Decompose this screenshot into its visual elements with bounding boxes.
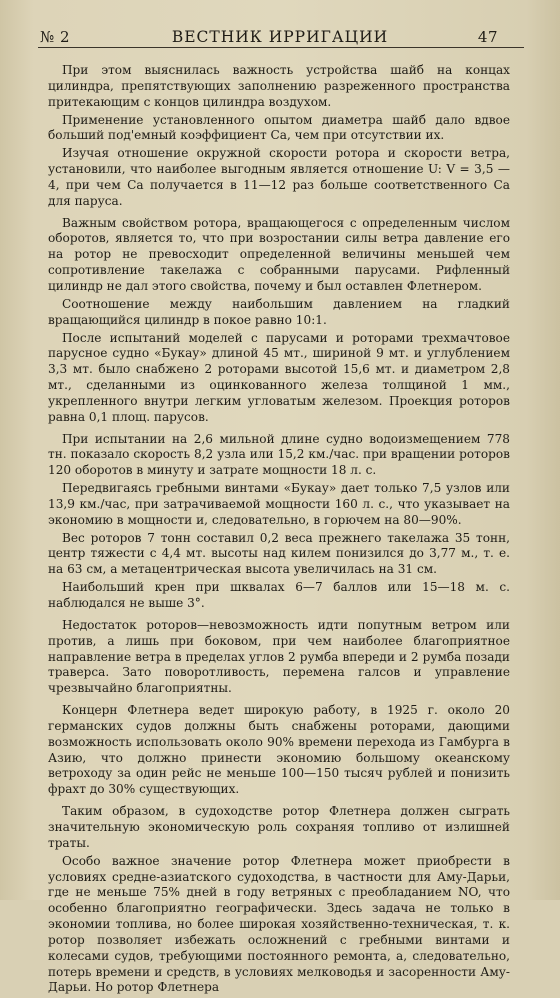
paragraph: Изучая отношение окружной скорости ротора и скорости ветра, установили, что наиболее выгодным является отношение U: V = 3,5 — 4, при чем Ca получается в 11—12 раз больше соответственного Ca для паруса. xyxy=(48,146,510,208)
paragraph: Вес роторов 7 тонн составил 0,2 веса прежнего такелажа 35 тонн, центр тяжести с 4,4 мт. высоты над килем понизился до 3,77 м., т. е. на 63 см, а метацентрическая высота увеличилась на 31 см. xyxy=(48,530,510,577)
body-text xyxy=(48,63,510,998)
paragraph: Концерн Флетнера ведет широкую работу, в 1925 г. около 20 германских судов должны быть снабжены роторами, дающими возможность использовать около 90% времени перехода из Гамбурга в Азию, что должно принести экономию большому океанскому ветроходу за один рейс не меньше 100—150 тысяч рублей и понизить фрахт до 30% существующих. xyxy=(48,703,510,797)
page-header xyxy=(0,22,560,48)
paragraph: При испытании на 2,6 мильной длине судно водоизмещением 778 тн. показало скорость 8,2 узла или 15,2 км./час. при вращении роторов 120 оборотов в минуту и затрате мощности 18 л. с. xyxy=(48,431,510,478)
paragraph: Таким образом, в судоходстве ротор Флетнера должен сыграть значительную экономическую роль сохраняя топливо от излишней траты. xyxy=(48,804,510,850)
paragraph: Передвигаясь гребными винтами «Букау» дает только 7,5 узлов или 13,9 км./час, при затрачиваемой мощности 160 л. с., что указывает на экономию в мощности и, следовательно, в горючем на 80—90%. xyxy=(48,481,510,527)
paragraph: После испытаний моделей с парусами и роторами трехмачтовое парусное судно «Букау» длиной 45 мт., шириной 9 мт. и углублением 3,3 мт. было снабжено 2 роторами высотой 15,6 мт. и диаметром 2,8 мт., сделанными из оцинкованного железа толщиной 1 мм., укрепленного внутри легким угловатым железом. Проекция роторов равна 0,1 площ. парусов. xyxy=(48,330,510,424)
paragraph: Соотношение между наибольшим давлением на гладкий вращающийся цилиндр в покое равно 10:1. xyxy=(48,296,510,327)
header-rule xyxy=(38,47,524,48)
paragraph: Важным свойством ротора, вращающегося с определенным числом оборотов, является то, что при возростании силы ветра давление его на ротор не превосходит определенной величины меньшей чем сопротивление такелажа с собранными парусами. Рифленный цилиндр не дал этого свойства, почему и был оставлен Флетнером. xyxy=(48,215,510,293)
paragraph: Наибольший крен при шквалах 6—7 баллов или 15—18 м. с. наблюдался не выше 3°. xyxy=(48,580,510,610)
page-number: 47 xyxy=(477,28,498,46)
issue-number: № 2 xyxy=(40,28,71,46)
journal-title: ВЕСТНИК ИРРИГАЦИИ xyxy=(171,28,389,46)
paragraph: При этом выяснилась важность устройства шайб на концах цилиндра, препятствующих заполнению разреженного пространства притекающим с концов цилиндра воздухом. xyxy=(48,63,510,109)
paragraph: Недостаток роторов—невозможность идти попутным ветром или против, а лишь при боковом, при чем наиболее благоприятное направление ветра в пределах углов 2 румба впереди и 2 румба позади траверса. Зато поворотливость, перемена галсов и управление чрезвычайно благоприятны. xyxy=(48,617,510,696)
paragraph: Применение установленного опытом диаметра шайб дало вдвое больший под'емный коэффициент Ca, чем при отсутствии их. xyxy=(48,112,510,143)
paragraph: Особо важное значение ротор Флетнера может приобрести в условиях средне-азиатского судоходства, в частности для Аму-Дарьи, где не меньше 75% дней в году ветряных с преобладанием NO, что особенно благоприятно географически. Здесь задача не только в экономии топлива, но более широкая хозяйственно-техническая, т. к. ротор позволяет избежать осложнений с гребными винтами и колесами судов, требующими постоянного ремонта, а, следовательно, потерь времени и средств, в условиях мелководья и засоренности Аму-Дарьи. Но ротор Флетнера xyxy=(48,853,510,995)
